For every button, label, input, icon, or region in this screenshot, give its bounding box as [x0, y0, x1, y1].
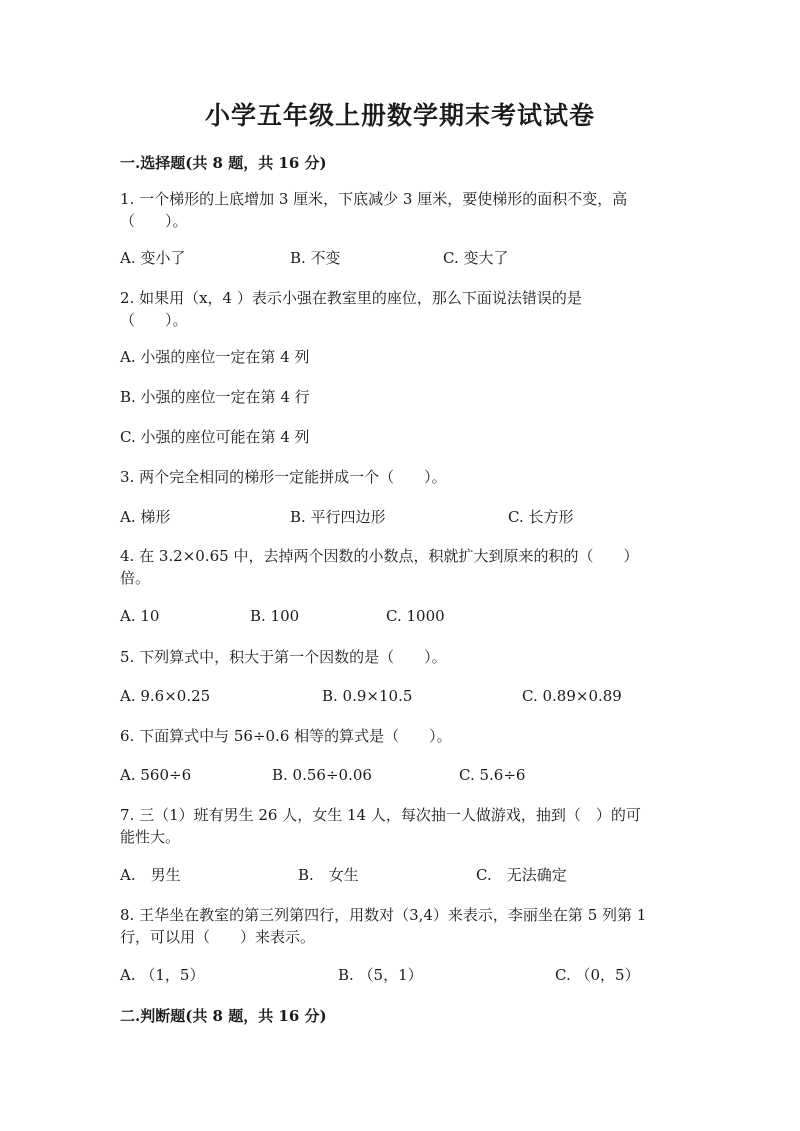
question-1-option-a: A. 变小了	[120, 249, 186, 267]
question-4-stem-line2: 倍。	[120, 569, 151, 587]
question-2	[120, 287, 680, 331]
question-2-stem-line1: 2. 如果用（x，4 ）表示小强在教室里的座位，那么下面说法错误的是	[120, 289, 582, 307]
question-1-option-c: C. 变大了	[443, 249, 509, 267]
question-8	[120, 904, 680, 948]
question-6-stem-line1: 6. 下面算式中与 56÷0.6 相等的算式是（ ）。	[120, 727, 452, 745]
question-6-option-c: C. 5.6÷6	[459, 766, 526, 784]
question-8-option-b: B. （5，1）	[338, 966, 423, 984]
question-7-option-a: A. 男生	[120, 866, 181, 884]
question-5-option-c: C. 0.89×0.89	[522, 687, 622, 705]
question-3-stem-line1: 3. 两个完全相同的梯形一定能拼成一个（ ）。	[120, 468, 447, 486]
question-4-option-b: B. 100	[250, 607, 300, 625]
question-3-option-c: C. 长方形	[508, 508, 574, 526]
question-2-option-c: C. 小强的座位可能在第 4 列	[120, 428, 310, 446]
question-1	[120, 188, 680, 232]
section-heading-judgment: 二.判断题(共 8 题，共 16 分)	[120, 1007, 327, 1025]
section-heading-choice: 一.选择题(共 8 题，共 16 分)	[120, 154, 327, 172]
question-1-option-b: B. 不变	[290, 249, 341, 267]
question-3-option-a: A. 梯形	[120, 508, 171, 526]
question-4-option-c: C. 1000	[386, 607, 445, 625]
question-2-option-a: A. 小强的座位一定在第 4 列	[120, 348, 310, 366]
exam-title: 小学五年级上册数学期末考试试卷	[204, 101, 595, 130]
question-2-option-b: B. 小强的座位一定在第 4 行	[120, 388, 310, 406]
question-7-stem-line2: 能性大。	[120, 828, 181, 846]
question-4	[120, 545, 680, 589]
question-8-stem-line1: 8. 王华坐在教室的第三列第四行，用数对（3,4）来表示，李丽坐在第 5 列第 1	[120, 906, 647, 924]
question-1-stem-line1: 1. 一个梯形的上底增加 3 厘米，下底减少 3 厘米，要使梯形的面积不变，高	[120, 190, 628, 208]
question-6-option-a: A. 560÷6	[120, 766, 192, 784]
question-7	[120, 804, 680, 848]
question-7-option-b: B. 女生	[298, 866, 359, 884]
question-8-option-a: A. （1，5）	[120, 966, 205, 984]
question-3-option-b: B. 平行四边形	[290, 508, 386, 526]
question-2-stem-line2: （ ）。	[120, 311, 188, 329]
question-8-stem-line2: 行，可以用（ ）来表示。	[120, 928, 316, 946]
question-5-stem-line1: 5. 下列算式中，积大于第一个因数的是（ ）。	[120, 648, 447, 666]
question-7-stem-line1: 7. 三（1）班有男生 26 人，女生 14 人，每次抽一人做游戏，抽到（ ）的可	[120, 806, 641, 824]
question-8-option-c: C. （0，5）	[555, 966, 640, 984]
question-5	[120, 646, 680, 668]
question-5-option-b: B. 0.9×10.5	[322, 687, 413, 705]
question-4-option-a: A. 10	[120, 607, 160, 625]
question-5-option-a: A. 9.6×0.25	[120, 687, 211, 705]
question-6	[120, 725, 680, 747]
question-1-stem-line2: （ ）。	[120, 212, 188, 230]
question-4-stem-line1: 4. 在 3.2×0.65 中，去掉两个因数的小数点，积就扩大到原来的积的（ ）	[120, 547, 639, 565]
question-7-option-c: C. 无法确定	[476, 866, 567, 884]
question-3	[120, 466, 680, 488]
question-6-option-b: B. 0.56÷0.06	[272, 766, 372, 784]
